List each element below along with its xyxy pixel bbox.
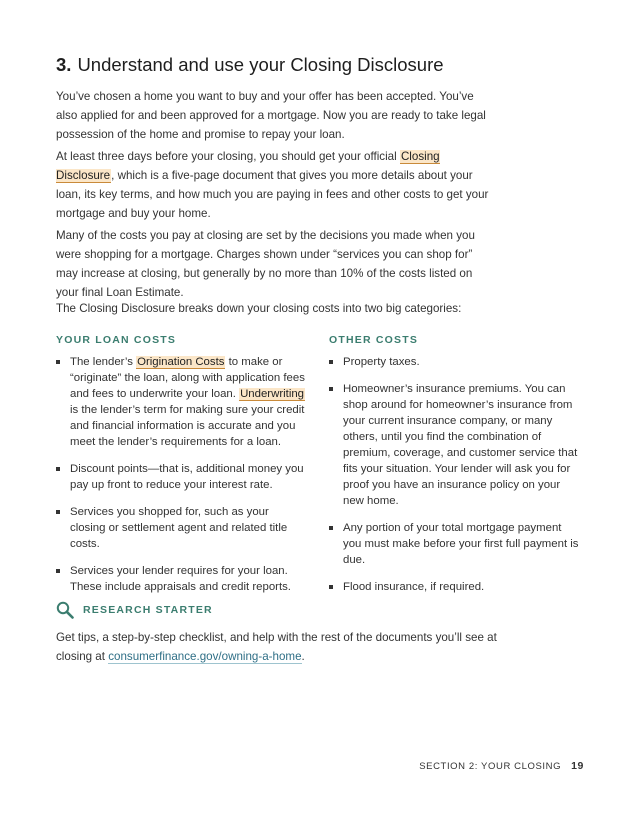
closing-disclosure-term[interactable]: Closing Disclosure bbox=[56, 150, 440, 182]
bullet-icon bbox=[56, 467, 60, 471]
intro-paragraph-2 bbox=[56, 147, 496, 223]
intro-paragraph-1: You’ve chosen a home you want to buy and your offer has been accepted. You’ve also applied for and been approved for a mortgage. Now you are ready to take legal possession of the home and promise to repay your loan. bbox=[56, 90, 486, 141]
list-item: Any portion of your total mortgage payment you must make before your first full payment is due. bbox=[329, 520, 581, 568]
section-heading bbox=[56, 54, 444, 76]
list-item: Homeowner’s insurance premiums. You can shop around for homeowner’s insurance from your current insurance company, or many others, until you find the combination of premium, coverage, and customer service that fits your situation. Your lender will ask you for proof you have an insurance policy on your new home. bbox=[329, 381, 581, 509]
loan-costs-list bbox=[56, 354, 306, 606]
owning-a-home-link[interactable]: consumerfinance.gov/owning-a-home bbox=[108, 650, 302, 663]
origination-costs-term[interactable]: Origination Costs bbox=[137, 356, 225, 368]
intro-paragraph-3: Many of the costs you pay at closing are set by the decisions you made when you were shopping for a mortgage. Charges shown under “services you can shop for” may increase at closing, but generally by no more than 10% of the costs listed on your final Loan Estimate. bbox=[56, 229, 475, 299]
bullet-icon bbox=[329, 360, 333, 364]
page-number: 19 bbox=[571, 760, 584, 772]
research-starter bbox=[56, 601, 213, 619]
p2-text-before: At least three days before your closing, you should get your official bbox=[56, 150, 400, 163]
other-costs-heading: OTHER COSTS bbox=[329, 334, 419, 346]
footer-section: SECTION 2: YOUR CLOSING bbox=[419, 760, 562, 772]
research-paragraph: Get tips, a step-by-step checklist, and help with the rest of the documents you’ll see at closing at consumerfinance.gov/owning-a-home. bbox=[56, 631, 497, 663]
list-item: Flood insurance, if required. bbox=[329, 579, 581, 595]
page-footer bbox=[419, 760, 584, 772]
intro-paragraph-4: The Closing Disclosure breaks down your closing costs into two big categories: bbox=[56, 302, 462, 315]
loan-costs-heading: YOUR LOAN COSTS bbox=[56, 334, 177, 346]
section-title: Understand and use your Closing Disclosure bbox=[77, 54, 444, 75]
list-item: Discount points—that is, additional money you pay up front to reduce your interest rate. bbox=[56, 461, 306, 493]
underwriting-term[interactable]: Underwriting bbox=[240, 388, 305, 400]
list-item: Services you shopped for, such as your closing or settlement agent and related title costs. bbox=[56, 504, 306, 552]
list-item: Services your lender requires for your loan. These include appraisals and credit reports. bbox=[56, 563, 306, 595]
search-icon bbox=[56, 601, 74, 619]
bullet-icon bbox=[56, 569, 60, 573]
bullet-icon bbox=[56, 510, 60, 514]
bullet-icon bbox=[329, 387, 333, 391]
p2-text-after: , which is a five-page document that gives you more details about your loan, its key terms, and how much you are paying in fees and other costs to get your mortgage and buy your home. bbox=[56, 169, 489, 220]
section-number: 3. bbox=[56, 54, 72, 75]
research-starter-label: RESEARCH STARTER bbox=[83, 604, 213, 616]
other-costs-list bbox=[329, 354, 581, 606]
list-item: Property taxes. bbox=[329, 354, 581, 370]
bullet-icon bbox=[329, 526, 333, 530]
bullet-icon bbox=[56, 360, 60, 364]
bullet-icon bbox=[329, 585, 333, 589]
list-item: The lender’s Origination Costs to make or “originate” the loan, along with application fees and fees to underwrite your loan. Underwriting is the lender’s term for making sure your credit and financial information is accurate and you meet the lender’s requirements for a loan. bbox=[56, 354, 306, 450]
